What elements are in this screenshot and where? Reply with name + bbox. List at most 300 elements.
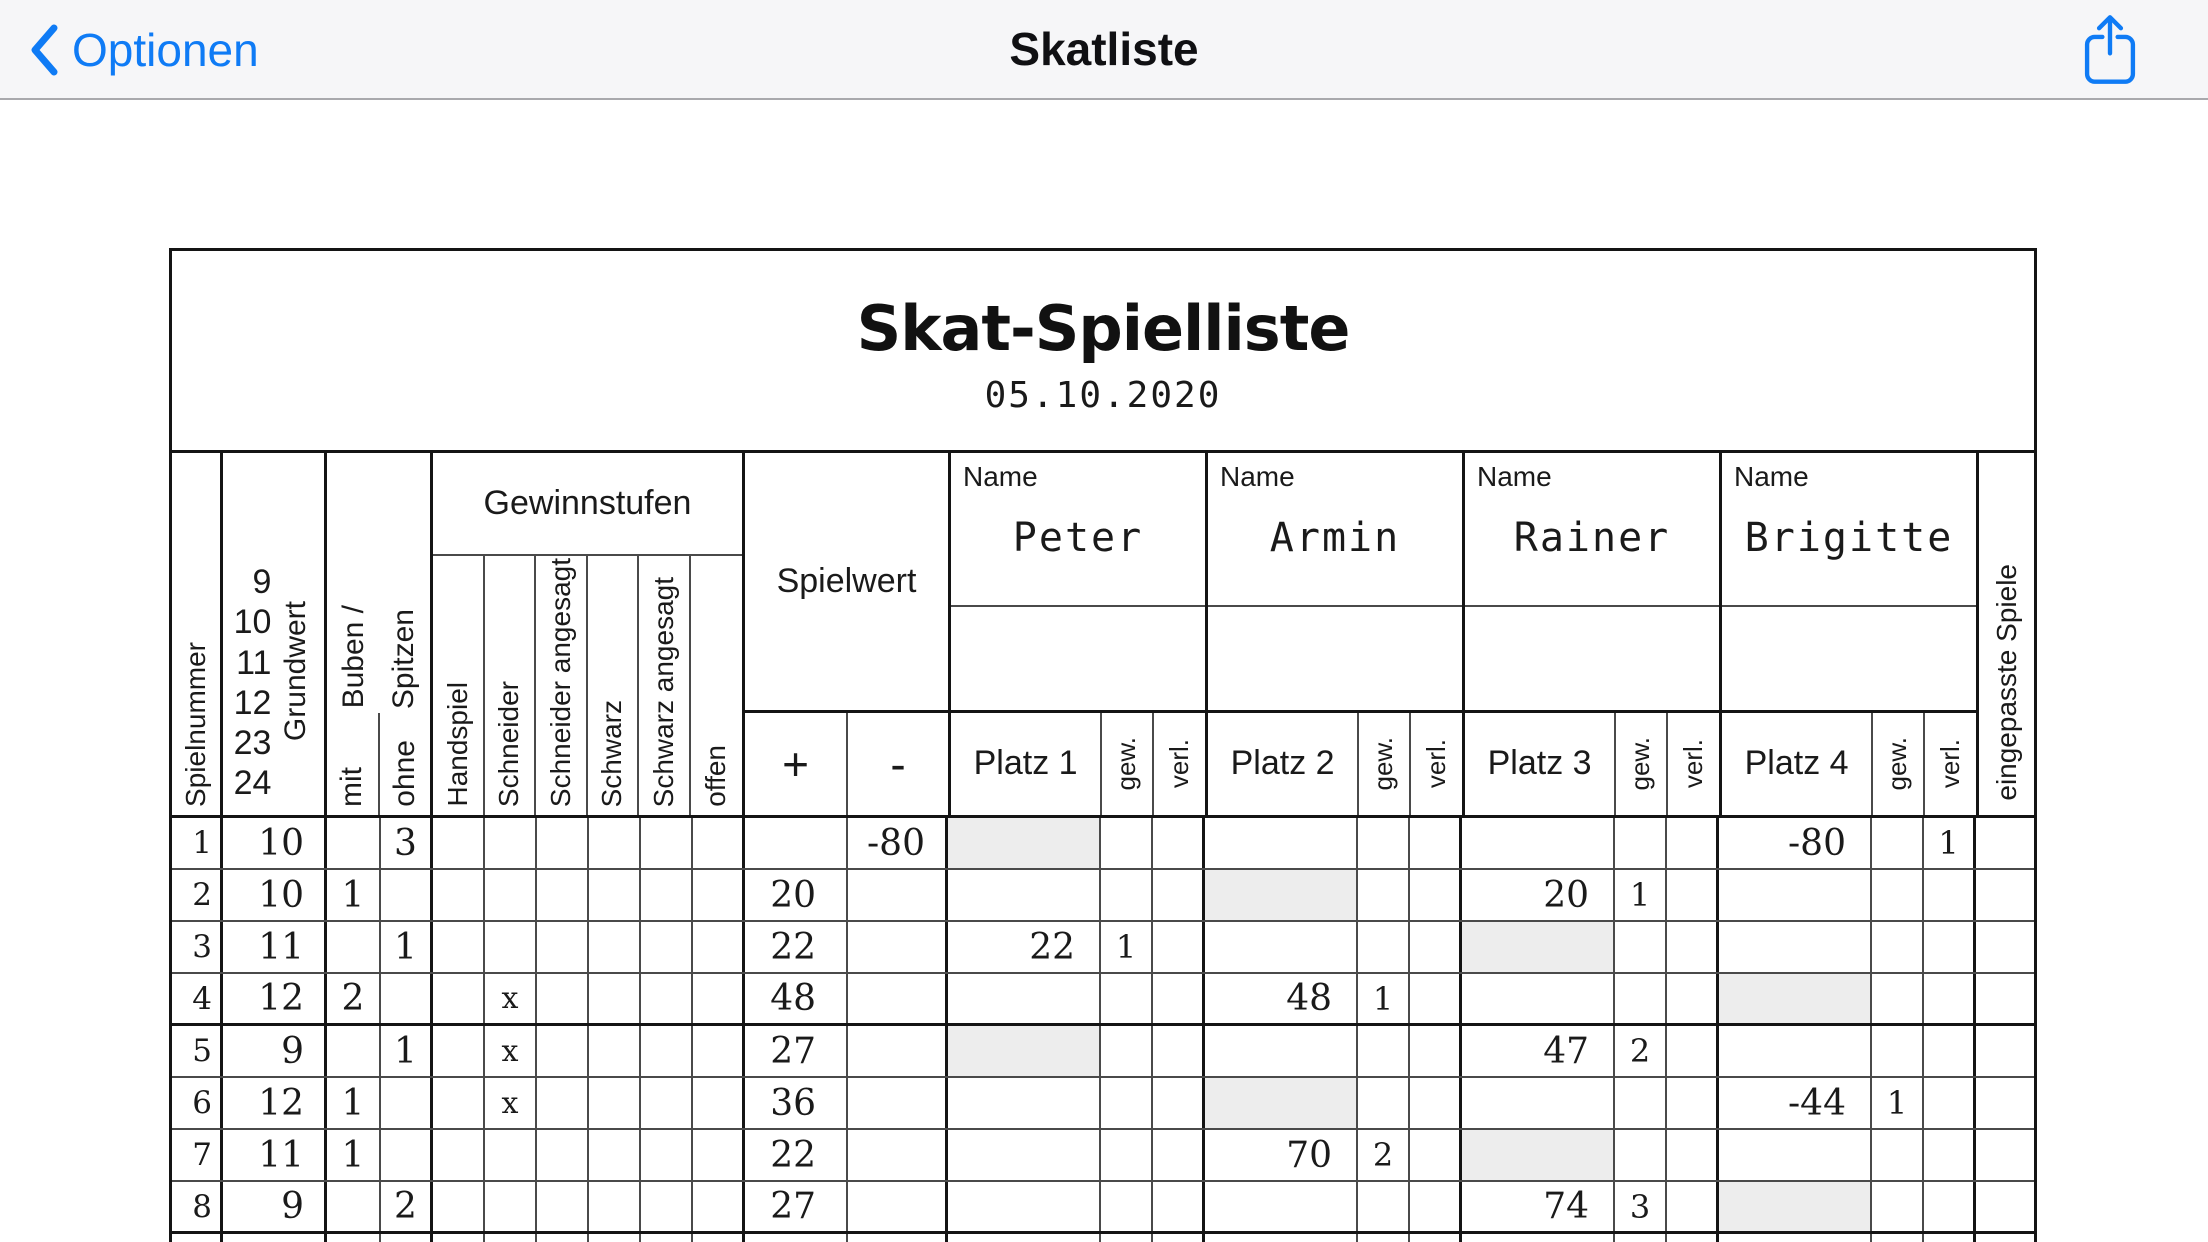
- cell-platz-3: [1462, 922, 1615, 972]
- cell-gewinnstufe-5: [641, 1234, 693, 1242]
- score-row-1: [172, 818, 2034, 870]
- player-2-name-cell: [1208, 453, 1462, 607]
- player-1-empty-cell: [951, 607, 1205, 713]
- cell-gewinnstufe-5: [641, 1182, 693, 1231]
- cell-platz-4: [1719, 1234, 1872, 1242]
- col-header-minus: -: [890, 737, 906, 790]
- skat-score-sheet: [169, 248, 2037, 1242]
- cell-gewinnstufe-5: [641, 818, 693, 868]
- grundwert-value: 12: [233, 683, 272, 722]
- col-header-ohne: [380, 713, 431, 815]
- cell-grundwert: 9: [223, 1182, 327, 1231]
- verl-label: verl.: [1420, 739, 1451, 789]
- cell-plus: 27: [745, 1026, 848, 1076]
- cell-gewinnstufe-5: [641, 870, 693, 920]
- cell-plus: 22: [745, 922, 848, 972]
- cell-gew-4: [1872, 922, 1924, 972]
- cell-gewinnstufe-6: [693, 974, 745, 1023]
- cell-platz-1: 22: [948, 922, 1101, 972]
- cell-platz-1: [948, 1234, 1101, 1242]
- cell-gew-3: [1615, 1130, 1667, 1180]
- cell-platz-2: [1205, 818, 1358, 868]
- verl-label: verl.: [1934, 739, 1965, 789]
- cell-gewinnstufe-5: [641, 922, 693, 972]
- col-group-player-4: [1722, 453, 1979, 815]
- cell-verl-3: [1667, 870, 1719, 920]
- player-3-platz-row: [1465, 713, 1719, 815]
- cell-eingepasste-spiele: [1976, 974, 2034, 1023]
- cell-platz-1: [948, 818, 1101, 868]
- cell-platz-4: [1719, 870, 1872, 920]
- cell-verl-4: 1: [1924, 818, 1976, 868]
- player-2-platz-row: [1208, 713, 1462, 815]
- back-button-label: Optionen: [72, 24, 259, 76]
- cell-gewinnstufe-2: [485, 1234, 537, 1242]
- player-1-name: Peter: [1012, 514, 1144, 561]
- cell-grundwert: 10: [223, 818, 327, 868]
- cell-verl-3: [1667, 1026, 1719, 1076]
- cell-mit: 1: [327, 1078, 381, 1128]
- cell-minus: [848, 1026, 948, 1076]
- cell-gew-1: [1101, 870, 1153, 920]
- cell-platz-2: [1205, 1078, 1358, 1128]
- player-3-name-cell: [1465, 453, 1719, 607]
- cell-gewinnstufe-3: [537, 1182, 589, 1231]
- cell-gewinnstufe-1: [433, 1234, 485, 1242]
- col-header-eingepasste-spiele: [1979, 453, 2034, 815]
- cell-gew-2: [1358, 1182, 1410, 1231]
- cell-gewinnstufe-1: [433, 1026, 485, 1076]
- cell-platz-3: 47: [1462, 1026, 1615, 1076]
- cell-gewinnstufe-6: [693, 1026, 745, 1076]
- share-icon: [2084, 14, 2136, 86]
- player-2-verl-header: [1411, 713, 1462, 815]
- score-row-4: [172, 974, 2034, 1026]
- cell-mit: [327, 1026, 381, 1076]
- col-group-spielwert: [745, 453, 951, 815]
- player-4-gew-header: [1873, 713, 1924, 815]
- gewinnstufen-columns: [433, 556, 742, 815]
- cell-gew-1: [1101, 1182, 1153, 1231]
- cell-platz-4: [1719, 922, 1872, 972]
- grundwert-label: Grundwert: [279, 600, 313, 741]
- cell-gewinnstufe-2: x: [485, 974, 537, 1023]
- cell-verl-1: [1153, 1234, 1205, 1242]
- cell-verl-3: [1667, 1078, 1719, 1128]
- cell-gewinnstufe-6: [693, 870, 745, 920]
- cell-minus: [848, 1130, 948, 1180]
- cell-ohne: [381, 1078, 433, 1128]
- cell-gewinnstufe-5: [641, 1078, 693, 1128]
- buben-label: Buben /: [336, 605, 370, 709]
- cell-platz-2: 70: [1205, 1130, 1358, 1180]
- cell-gewinnstufe-1: [433, 974, 485, 1023]
- cell-verl-3: [1667, 1182, 1719, 1231]
- verl-label: verl.: [1163, 739, 1194, 789]
- platz-1-label: Platz 1: [951, 713, 1102, 815]
- cell-platz-3: 20: [1462, 870, 1615, 920]
- score-row-8: [172, 1182, 2034, 1234]
- cell-ohne: [381, 1234, 433, 1242]
- mit-label: mit: [335, 767, 369, 807]
- cell-verl-2: [1410, 1182, 1462, 1231]
- score-row-3: [172, 922, 2034, 974]
- cell-gew-2: [1358, 922, 1410, 972]
- cell-spielnummer: 1: [172, 818, 223, 868]
- cell-platz-4: [1719, 1026, 1872, 1076]
- cell-gewinnstufe-5: [641, 974, 693, 1023]
- cell-grundwert: 12: [223, 1078, 327, 1128]
- cell-platz-2: [1205, 922, 1358, 972]
- gew-label: gew.: [1625, 737, 1656, 791]
- player-1-verl-header: [1154, 713, 1205, 815]
- cell-platz-4: -80: [1719, 818, 1872, 868]
- cell-gewinnstufe-3: [537, 1026, 589, 1076]
- cell-gew-4: [1872, 1026, 1924, 1076]
- cell-verl-3: [1667, 1130, 1719, 1180]
- gewinnstufe-label: Schwarz angesagt: [647, 576, 679, 807]
- cell-platz-2: [1205, 870, 1358, 920]
- cell-gewinnstufe-3: [537, 1130, 589, 1180]
- cell-gew-3: [1615, 818, 1667, 868]
- cell-verl-4: [1924, 1182, 1976, 1231]
- cell-verl-1: [1153, 870, 1205, 920]
- cell-platz-3: [1462, 1130, 1615, 1180]
- player-4-empty-cell: [1722, 607, 1976, 713]
- cell-gewinnstufe-4: [589, 1130, 641, 1180]
- cell-gewinnstufe-5: [641, 1026, 693, 1076]
- cell-grundwert: 11: [223, 922, 327, 972]
- cell-platz-4: -44: [1719, 1078, 1872, 1128]
- cell-mit: [327, 818, 381, 868]
- cell-gew-2: [1358, 818, 1410, 868]
- cell-verl-1: [1153, 1130, 1205, 1180]
- gew-label: gew.: [1111, 737, 1142, 791]
- cell-gew-3: 2: [1615, 1026, 1667, 1076]
- cell-platz-1: [948, 870, 1101, 920]
- gewinnstufe-label: offen: [700, 745, 732, 807]
- cell-platz-1: [948, 1026, 1101, 1076]
- col-header-schwarz: [588, 556, 640, 815]
- cell-gewinnstufe-4: [589, 1078, 641, 1128]
- col-group-player-3: [1465, 453, 1722, 815]
- plus-minus-row: [745, 713, 948, 815]
- cell-gewinnstufe-3: [537, 818, 589, 868]
- col-group-player-1: [951, 453, 1208, 815]
- cell-plus: 36: [745, 1078, 848, 1128]
- cell-gew-2: [1358, 1078, 1410, 1128]
- cell-ohne: 1: [381, 1026, 433, 1076]
- cell-verl-1: [1153, 1078, 1205, 1128]
- cell-gew-2: [1358, 1234, 1410, 1242]
- player-3-verl-header: [1668, 713, 1719, 815]
- name-label: Name: [1477, 461, 1552, 492]
- cell-grundwert: [223, 1234, 327, 1242]
- cell-gewinnstufe-1: [433, 818, 485, 868]
- cell-mit: [327, 1234, 381, 1242]
- name-label: Name: [1220, 461, 1295, 492]
- cell-plus: 48: [745, 974, 848, 1023]
- cell-mit: 2: [327, 974, 381, 1023]
- cell-verl-3: [1667, 974, 1719, 1023]
- cell-verl-1: [1153, 1026, 1205, 1076]
- cell-minus: [848, 1078, 948, 1128]
- cell-gewinnstufe-6: [693, 1078, 745, 1128]
- cell-eingepasste-spiele: [1976, 870, 2034, 920]
- cell-gew-4: [1872, 818, 1924, 868]
- cell-minus: [848, 870, 948, 920]
- cell-gew-4: [1872, 974, 1924, 1023]
- gew-label: gew.: [1882, 737, 1913, 791]
- cell-verl-4: [1924, 1078, 1976, 1128]
- cell-verl-2: [1410, 1130, 1462, 1180]
- col-group-player-2: [1208, 453, 1465, 815]
- gewinnstufe-label: Schwarz: [596, 699, 628, 807]
- verl-label: verl.: [1677, 739, 1708, 789]
- cell-gewinnstufe-6: [693, 1182, 745, 1231]
- cell-platz-1: [948, 974, 1101, 1023]
- cell-gewinnstufe-6: [693, 818, 745, 868]
- cell-spielnummer: 2: [172, 870, 223, 920]
- score-row-2: [172, 870, 2034, 922]
- cell-verl-1: [1153, 974, 1205, 1023]
- cell-gewinnstufe-4: [589, 1026, 641, 1076]
- cell-gewinnstufe-1: [433, 922, 485, 972]
- cell-platz-2: 48: [1205, 974, 1358, 1023]
- player-1-name-cell: [951, 453, 1205, 607]
- cell-verl-2: [1410, 922, 1462, 972]
- cell-gew-3: [1615, 1078, 1667, 1128]
- share-button[interactable]: [2084, 14, 2136, 86]
- cell-gew-2: [1358, 870, 1410, 920]
- cell-platz-3: [1462, 974, 1615, 1023]
- cell-verl-2: [1410, 974, 1462, 1023]
- gew-label: gew.: [1368, 737, 1399, 791]
- cell-gewinnstufe-2: [485, 1130, 537, 1180]
- player-4-name: Brigitte: [1744, 514, 1954, 561]
- sheet-title: Skat-Spielliste: [856, 291, 1350, 365]
- cell-gewinnstufe-1: [433, 1130, 485, 1180]
- ohne-label: ohne: [387, 740, 421, 807]
- cell-plus: [745, 818, 848, 868]
- document-view[interactable]: [0, 102, 2208, 1242]
- cell-verl-4: [1924, 1234, 1976, 1242]
- cell-gew-1: [1101, 1234, 1153, 1242]
- cell-gewinnstufe-2: x: [485, 1078, 537, 1128]
- cell-gewinnstufe-3: [537, 974, 589, 1023]
- cell-platz-4: [1719, 974, 1872, 1023]
- cell-grundwert: 12: [223, 974, 327, 1023]
- sheet-title-block: [172, 251, 2034, 453]
- col-header-offen: [691, 556, 742, 815]
- cell-gew-3: [1615, 974, 1667, 1023]
- score-row-6: [172, 1078, 2034, 1130]
- cell-gewinnstufe-4: [589, 1234, 641, 1242]
- cell-platz-3: [1462, 1234, 1615, 1242]
- cell-gew-4: 1: [1872, 1078, 1924, 1128]
- cell-gew-4: [1872, 1130, 1924, 1180]
- cell-mit: [327, 922, 381, 972]
- cell-eingepasste-spiele: [1976, 922, 2034, 972]
- cell-verl-2: [1410, 1078, 1462, 1128]
- cell-gew-1: [1101, 1078, 1153, 1128]
- player-1-gew-header: [1102, 713, 1153, 815]
- cell-eingepasste-spiele: [1976, 818, 2034, 868]
- page-title: Skatliste: [1009, 23, 1199, 75]
- cell-eingepasste-spiele: [1976, 1078, 2034, 1128]
- cell-verl-4: [1924, 1130, 1976, 1180]
- cell-plus: 22: [745, 1130, 848, 1180]
- player-2-name: Armin: [1269, 514, 1401, 561]
- cell-platz-2: [1205, 1026, 1358, 1076]
- cell-plus: [745, 1234, 848, 1242]
- cell-platz-3: [1462, 1078, 1615, 1128]
- spielwert-label: Spielwert: [745, 453, 948, 713]
- grundwert-value: 9: [252, 563, 272, 602]
- cell-gew-4: [1872, 870, 1924, 920]
- cell-platz-2: [1205, 1234, 1358, 1242]
- cell-verl-3: [1667, 922, 1719, 972]
- score-row-7: [172, 1130, 2034, 1182]
- cell-gew-1: 1: [1101, 922, 1153, 972]
- cell-gew-3: 1: [1615, 870, 1667, 920]
- grundwert-value: 11: [236, 643, 272, 682]
- cell-gew-2: 1: [1358, 974, 1410, 1023]
- cell-eingepasste-spiele: [1976, 1182, 2034, 1231]
- cell-gewinnstufe-4: [589, 974, 641, 1023]
- cell-minus: [848, 1234, 948, 1242]
- cell-platz-1: [948, 1078, 1101, 1128]
- score-rows: [172, 818, 2034, 1242]
- col-header-schneider: [485, 556, 537, 815]
- cell-minus: [848, 922, 948, 972]
- cell-minus: -80: [848, 818, 948, 868]
- col-header-buben-spitzen: [327, 453, 433, 815]
- cell-gew-3: 3: [1615, 1182, 1667, 1231]
- cell-gewinnstufe-2: [485, 818, 537, 868]
- cell-gewinnstufe-3: [537, 870, 589, 920]
- cell-spielnummer: 8: [172, 1182, 223, 1231]
- cell-gewinnstufe-2: x: [485, 1026, 537, 1076]
- cell-gewinnstufe-2: [485, 1182, 537, 1231]
- cell-gewinnstufe-2: [485, 922, 537, 972]
- mit-ohne-row: [327, 713, 430, 815]
- cell-gew-1: [1101, 974, 1153, 1023]
- spitzen-label: Spitzen: [386, 608, 420, 709]
- col-header-spielnummer: [172, 453, 223, 815]
- cell-platz-2: [1205, 1182, 1358, 1231]
- cell-platz-1: [948, 1130, 1101, 1180]
- cell-gewinnstufe-4: [589, 1182, 641, 1231]
- name-label: Name: [963, 461, 1038, 492]
- cell-grundwert: 10: [223, 870, 327, 920]
- cell-gewinnstufe-6: [693, 1234, 745, 1242]
- cell-verl-4: [1924, 922, 1976, 972]
- player-2-empty-cell: [1208, 607, 1462, 713]
- col-header-schneider-angesagt: [536, 556, 588, 815]
- cell-spielnummer: 7: [172, 1130, 223, 1180]
- table-header: [172, 453, 2034, 818]
- grundwert-value: 23: [233, 723, 272, 762]
- cell-grundwert: 11: [223, 1130, 327, 1180]
- eingepasste-spiele-label: eingepasste Spiele: [1990, 564, 2022, 801]
- cell-verl-1: [1153, 1182, 1205, 1231]
- cell-ohne: 3: [381, 818, 433, 868]
- cell-grundwert: 9: [223, 1026, 327, 1076]
- cell-verl-2: [1410, 1026, 1462, 1076]
- cell-eingepasste-spiele: [1976, 1026, 2034, 1076]
- platz-3-label: Platz 3: [1465, 713, 1616, 815]
- cell-gewinnstufe-3: [537, 1234, 589, 1242]
- player-4-name-cell: [1722, 453, 1976, 607]
- navigation-bar: [0, 0, 2208, 100]
- cell-ohne: [381, 870, 433, 920]
- cell-verl-4: [1924, 974, 1976, 1023]
- cell-gew-2: 2: [1358, 1130, 1410, 1180]
- cell-ohne: [381, 974, 433, 1023]
- name-label: Name: [1734, 461, 1809, 492]
- cell-verl-3: [1667, 818, 1719, 868]
- cell-minus: [848, 974, 948, 1023]
- cell-gewinnstufe-1: [433, 1182, 485, 1231]
- cell-platz-4: [1719, 1130, 1872, 1180]
- cell-ohne: 1: [381, 922, 433, 972]
- cell-plus: 27: [745, 1182, 848, 1231]
- cell-mit: 1: [327, 870, 381, 920]
- cell-spielnummer: [172, 1234, 223, 1242]
- cell-gewinnstufe-4: [589, 818, 641, 868]
- grundwert-value: 24: [233, 763, 272, 802]
- cell-gew-2: [1358, 1026, 1410, 1076]
- cell-gewinnstufe-4: [589, 922, 641, 972]
- player-3-gew-header: [1616, 713, 1667, 815]
- player-2-gew-header: [1359, 713, 1410, 815]
- cell-gewinnstufe-2: [485, 870, 537, 920]
- cell-minus: [848, 1182, 948, 1231]
- col-group-gewinnstufen: [433, 453, 745, 815]
- cell-verl-4: [1924, 1026, 1976, 1076]
- cell-verl-3: [1667, 1234, 1719, 1242]
- grundwert-values: [234, 562, 272, 803]
- player-4-platz-row: [1722, 713, 1976, 815]
- grundwert-value: 10: [233, 603, 272, 642]
- player-1-platz-row: [951, 713, 1205, 815]
- cell-gew-4: [1872, 1234, 1924, 1242]
- player-3-empty-cell: [1465, 607, 1719, 713]
- cell-ohne: 2: [381, 1182, 433, 1231]
- cell-verl-2: [1410, 870, 1462, 920]
- col-header-grundwert: [223, 453, 327, 815]
- player-3-name: Rainer: [1513, 514, 1671, 561]
- gewinnstufen-label: Gewinnstufen: [433, 453, 742, 556]
- cell-verl-1: [1153, 922, 1205, 972]
- cell-plus: 20: [745, 870, 848, 920]
- cell-verl-2: [1410, 818, 1462, 868]
- col-header-schwarz-angesagt: [639, 556, 691, 815]
- col-header-plus: +: [745, 713, 848, 815]
- col-header-handspiel: [433, 556, 485, 815]
- cell-gew-1: [1101, 818, 1153, 868]
- cell-gewinnstufe-6: [693, 922, 745, 972]
- cell-spielnummer: 5: [172, 1026, 223, 1076]
- cell-gewinnstufe-3: [537, 922, 589, 972]
- cell-gewinnstufe-5: [641, 1130, 693, 1180]
- sheet-date: 05.10.2020: [984, 374, 1222, 416]
- cell-gewinnstufe-1: [433, 1078, 485, 1128]
- cell-gew-4: [1872, 1182, 1924, 1231]
- cell-platz-3: [1462, 818, 1615, 868]
- cell-spielnummer: 3: [172, 922, 223, 972]
